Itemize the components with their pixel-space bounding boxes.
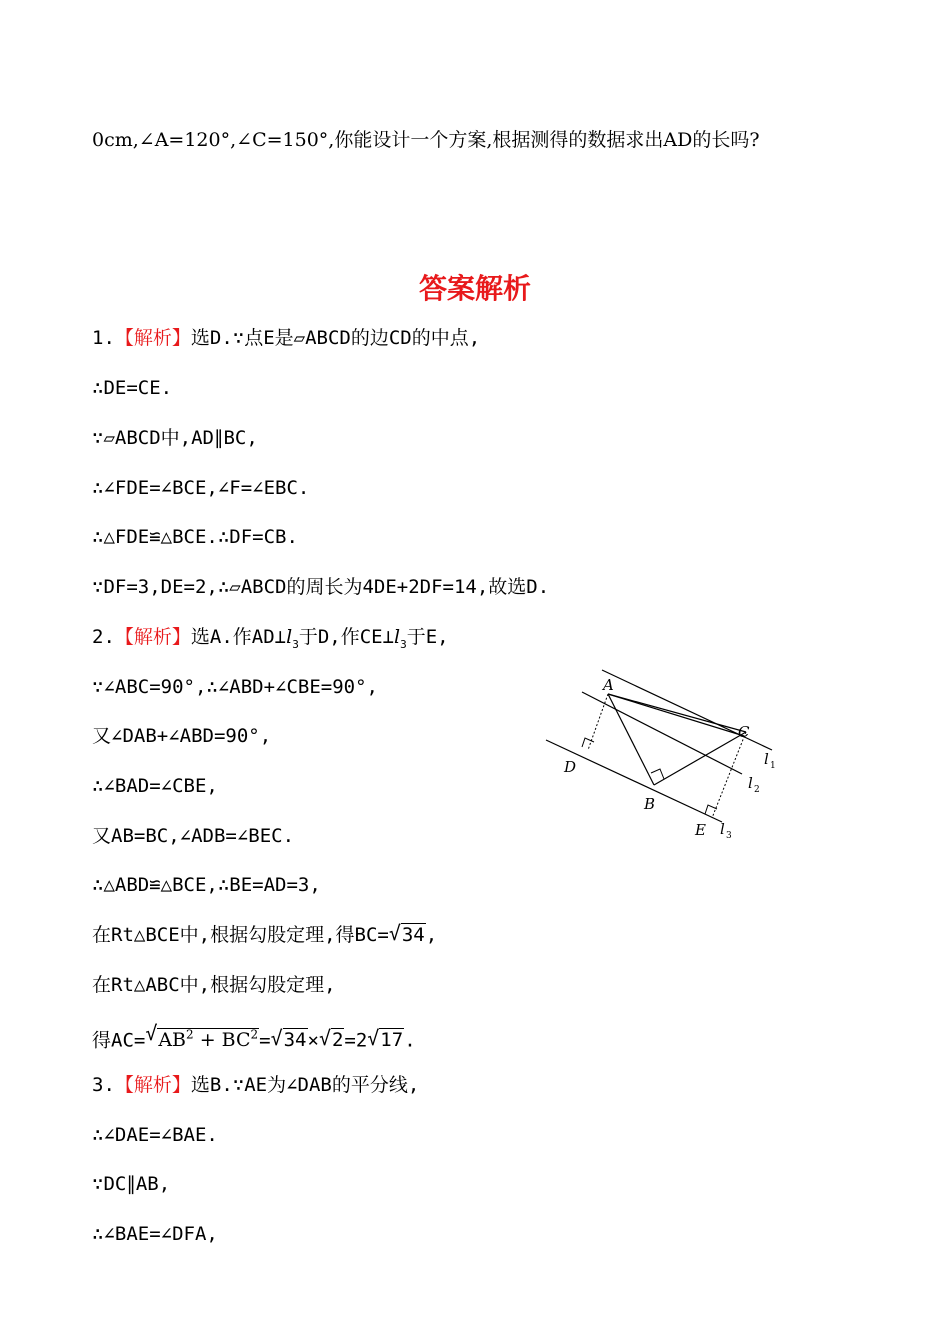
q2-line-2: ∵∠ABC=90°,∴∠ABD+∠CBE=90°, (92, 676, 378, 698)
q3-line-1: 3.【解析】选B.∵AE为∠DAB的平分线, (92, 1074, 420, 1096)
q2-line-1: 2.【解析】选A.作$AD\perp l_3$于D,作$CE\perp l_3$于E, (92, 626, 449, 651)
segment-AC-b (608, 694, 744, 736)
geometry-figure (540, 662, 790, 842)
label-E: E (695, 821, 706, 839)
sqrt-17: √ 17 (367, 1026, 404, 1052)
sqrt-2: √ 2 (318, 1026, 344, 1052)
segment-AC-a (608, 694, 746, 732)
sqrt-34: √ 34 (388, 921, 425, 946)
segment-AB (608, 694, 654, 785)
analysis-tag: 【解析】 (114, 1074, 191, 1096)
segment-AD (588, 694, 608, 750)
right-angle-B (651, 769, 664, 779)
label-A: A (603, 676, 614, 694)
q3-line-3: ∵DC∥AB, (92, 1173, 171, 1195)
q2-line-3: 又∠DAB+∠ABD=90°, (92, 725, 272, 747)
sqrt-34: √ 34 (270, 1026, 307, 1052)
q2-line-4: ∴∠BAD=∠CBE, (92, 775, 218, 797)
segment-CE (712, 732, 746, 818)
label-B: B (644, 795, 656, 813)
q1-line-6: ∵DF=3,DE=2,∴▱ABCD的周长为4DE+2DF=14,故选D. (92, 576, 550, 598)
q1-line-5: ∴△FDE≌△BCE.∴DF=CB. (92, 526, 298, 548)
q3-line-4: ∴∠BAE=∠DFA, (92, 1223, 218, 1245)
q1-line-3: ∵▱ABCD中,AD∥BC, (92, 427, 258, 449)
right-angle-E (705, 805, 717, 814)
label-l1: l (764, 750, 769, 768)
analysis-tag: 【解析】 (114, 327, 191, 349)
line-l3 (546, 740, 722, 822)
label-l3-sub: 3 (726, 831, 732, 841)
label-C: C (738, 723, 750, 741)
answer-title: 答案解析 (418, 272, 531, 305)
q2-line-6: ∴△ABD≌△BCE,∴BE=AD=3, (92, 874, 321, 896)
q2-line-5: 又AB=BC,∠ADB=∠BEC. (92, 825, 295, 847)
label-l3: l (720, 820, 725, 838)
sqrt-ab2-bc2: √ $AB^2 + BC^2$ (145, 1021, 259, 1052)
q2-line-7: 在Rt△BCE中,根据勾股定理,得BC= √ 34, (92, 921, 438, 946)
q2-line-8: 在Rt△ABC中,根据勾股定理, (92, 974, 336, 996)
q1-line-1: 1.【解析】选D.∵点E是▱ABCD的边CD的中点, (92, 327, 481, 349)
q3-line-2: ∴∠DAE=∠BAE. (92, 1124, 218, 1146)
label-l2: l (748, 774, 753, 792)
problem-text: 0cm,∠A=120°,∠C=150°,你能设计一个方案,根据测得的数据求出AD的长吗? (92, 129, 760, 151)
label-l2-sub: 2 (754, 785, 760, 795)
q1-line-2: ∴DE=CE. (92, 377, 173, 399)
q2-line-9: 得AC= √ $AB^2 + BC^2=$ √ 34× √ 2=2 √ 17. (92, 1021, 416, 1052)
analysis-tag: 【解析】 (114, 626, 191, 648)
label-D: D (564, 758, 577, 776)
q1-line-4: ∴∠FDE=∠BCE,∠F=∠EBC. (92, 477, 310, 499)
label-l1-sub: 1 (770, 761, 776, 771)
line-l2 (582, 692, 742, 774)
segment-BC (654, 732, 746, 785)
